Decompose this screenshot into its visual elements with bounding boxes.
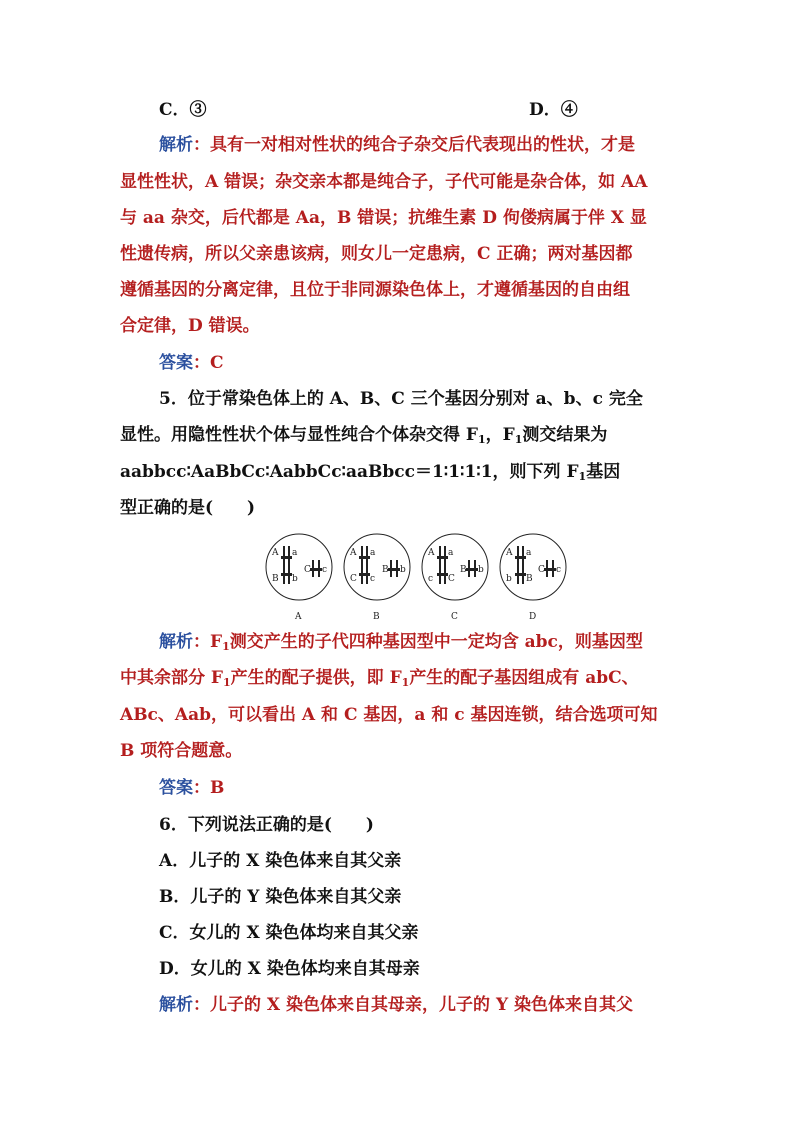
gene-label: b: [400, 565, 406, 575]
cell-D[interactable]: [500, 534, 566, 622]
cell-label: A: [295, 612, 302, 622]
cell-label: D: [529, 612, 537, 622]
cell-B[interactable]: [344, 534, 410, 622]
q6-analysis-label: 解析: [159, 995, 193, 1015]
q4-option-c[interactable]: C．③: [159, 100, 207, 120]
q5-analysis-line-2: 中其余部分 $F_1$产生的配子提供，即 $F_1$产生的配子基因组成有 abC、: [120, 668, 639, 689]
centromere: [437, 556, 448, 559]
gene-label: C: [538, 565, 545, 575]
centromere: [515, 556, 526, 559]
q4-analysis-label: 解析: [159, 135, 193, 155]
q4-analysis-line-3: 与 aa 杂交，后代都是 Aa，B 错误；抗维生素 D 佝偻病属于伴 X 显: [120, 208, 647, 228]
gene-label: A: [350, 548, 357, 558]
q6-stem: 6．下列说法正确的是( ): [159, 815, 374, 835]
gene-label: B: [382, 565, 389, 575]
gene-label: c: [556, 565, 562, 575]
q4-answer-label: 答案: [159, 353, 193, 373]
q5-analysis-label: 解析: [159, 632, 193, 652]
q6-option-a[interactable]: A．儿子的 X 染色体来自其父亲: [159, 851, 402, 871]
gene-label: b: [506, 574, 512, 584]
gene-label: C: [304, 565, 311, 575]
cell-C[interactable]: [422, 534, 488, 622]
gene-label: a: [292, 548, 298, 558]
q6-analysis-line-1: 解析：儿子的 X 染色体来自其母亲，儿子的 Y 染色体来自其父: [159, 995, 633, 1015]
gene-label: B: [272, 574, 279, 584]
gene-label: c: [322, 565, 328, 575]
q4-analysis-line-2: 显性性状，A 错误；杂交亲本都是纯合子，子代可能是杂合体，如 AA: [120, 172, 648, 192]
q4-options-row: [159, 98, 578, 122]
centromere: [359, 556, 370, 559]
gene-label: a: [370, 548, 376, 558]
q5-stem-line-3: aabbcc∶AaBbCc∶AabbCc∶aaBbcc＝1∶1∶1∶1，则下列 $F_1$基因: [120, 462, 621, 483]
gene-label: a: [448, 548, 454, 558]
q6-option-c[interactable]: C．女儿的 X 染色体均来自其父亲: [159, 923, 419, 943]
gene-label: A: [506, 548, 513, 558]
centromere: [437, 573, 448, 576]
q4-analysis-line-4: 性遗传病，所以父亲患该病，则女儿一定患病，C 正确；两对基因都: [120, 244, 633, 264]
q5-answer-label: 答案: [159, 778, 193, 798]
cell-label: C: [451, 612, 458, 622]
gene-label: b: [478, 565, 484, 575]
gene-label: b: [292, 574, 298, 584]
q4-analysis-line-6: 合定律，D 错误。: [120, 316, 260, 336]
cell-A[interactable]: [266, 534, 332, 622]
q4-option-d[interactable]: D．④: [529, 100, 578, 120]
gene-label: A: [272, 548, 279, 558]
cell-label: B: [373, 612, 380, 622]
gene-label: C: [350, 574, 357, 584]
q5-analysis-line-3: ABc、Aab，可以看出 A 和 C 基因，a 和 c 基因连锁，结合选项可知: [120, 705, 658, 725]
q5-answer: 答案：B: [159, 778, 225, 798]
gene-label: B: [460, 565, 467, 575]
gene-label: c: [370, 574, 376, 584]
q5-analysis-line-4: B 项符合题意。: [120, 741, 243, 761]
gene-label: c: [428, 574, 434, 584]
q6-option-b[interactable]: B．儿子的 Y 染色体来自其父亲: [159, 887, 402, 907]
centromere: [466, 568, 478, 571]
gene-label: A: [428, 548, 435, 558]
centromere: [388, 568, 400, 571]
q4-answer: 答案：C: [159, 353, 224, 373]
gene-label: a: [526, 548, 532, 558]
q4-analysis-line-5: 遵循基因的分离定律，且位于非同源染色体上，才遵循基因的自由组: [120, 280, 630, 300]
centromere: [281, 556, 292, 559]
q5-analysis-line-1: 解析：$F_1$测交产生的子代四种基因型中一定均含 abc，则基因型: [159, 632, 643, 653]
centromere: [281, 573, 292, 576]
centromere: [310, 568, 322, 571]
q5-stem-line-4: 型正确的是( ): [120, 498, 256, 518]
gene-label: C: [448, 574, 455, 584]
chromosome-figure: [262, 533, 572, 625]
gene-label: B: [526, 574, 533, 584]
centromere: [544, 568, 556, 571]
q5-stem-line-2: 显性。用隐性性状个体与显性纯合个体杂交得 $F_1$，$F_1$测交结果为: [120, 425, 608, 446]
q6-option-d[interactable]: D．女儿的 X 染色体均来自其母亲: [159, 959, 420, 979]
centromere: [359, 573, 370, 576]
centromere: [515, 573, 526, 576]
q5-stem-line-1: 5．位于常染色体上的 A、B、C 三个基因分别对 a、b、c 完全: [159, 389, 643, 409]
q4-analysis-line-1: 解析：具有一对相对性状的纯合子杂交后代表现出的性状，才是: [159, 135, 635, 155]
